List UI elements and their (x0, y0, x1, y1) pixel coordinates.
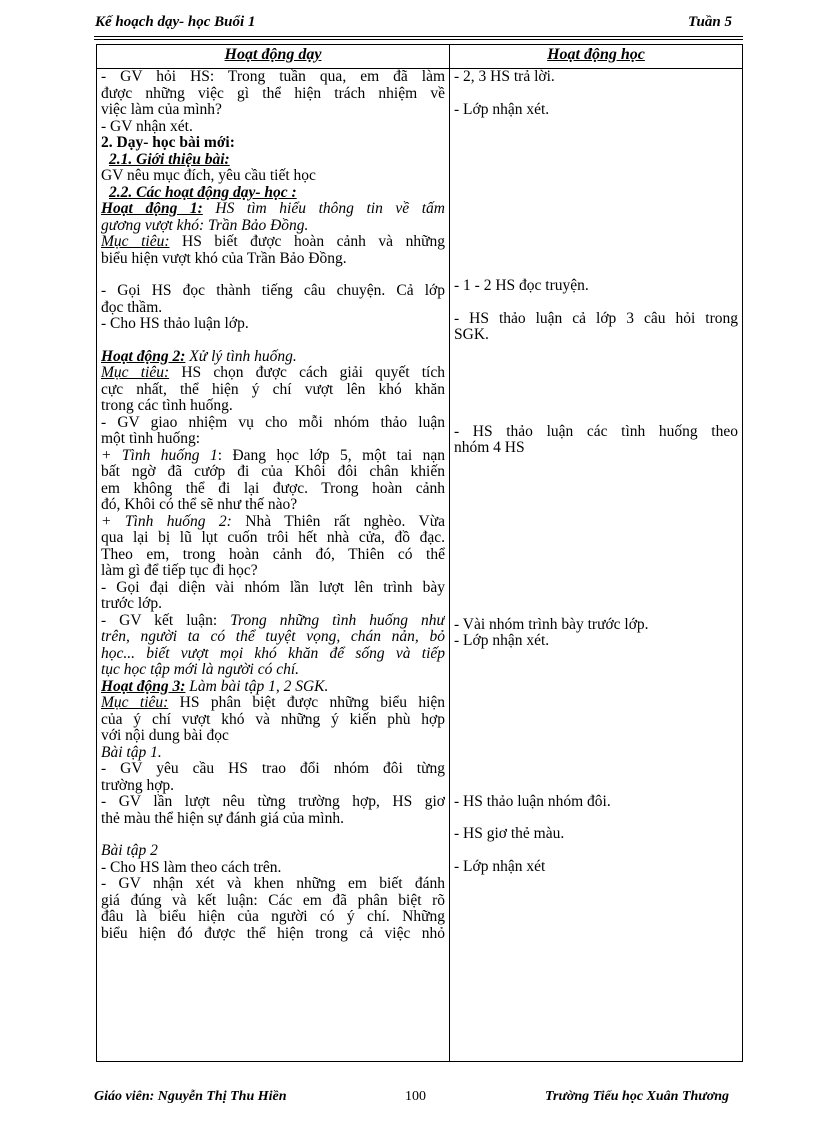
header-rule-bottom (94, 39, 743, 40)
objective-line (101, 695, 445, 712)
conclusion-label: - GV kết luận: (101, 612, 218, 629)
footer-school-name: Trường Tiểu học Xuân Thương (544, 1089, 729, 1104)
table-body-row (97, 69, 743, 1062)
spacer (454, 778, 738, 794)
teaching-line: cực nhất, thể hiện ý chí vượt lên khó khăn (101, 381, 445, 398)
spacer (454, 843, 738, 859)
spacer (454, 569, 738, 585)
spacer (454, 650, 738, 666)
learning-line: - Vài nhóm trình bày trước lớp. (454, 616, 649, 633)
table-header-row (97, 45, 743, 69)
activity-2-title (101, 349, 445, 366)
teaching-line: em không thể đi lại được. Trong hoàn cảnh (101, 480, 445, 497)
spacer (454, 489, 738, 505)
learning-line: - Lớp nhận xét (454, 858, 546, 875)
spacer (454, 762, 738, 778)
spacer (454, 730, 738, 746)
teaching-line: trường hợp. (101, 777, 175, 794)
objective-text: HS phân biệt được những biểu hiện (168, 695, 445, 711)
spacer (454, 214, 738, 230)
objective-label: Mục tiêu: (101, 234, 170, 250)
teaching-line: của ý chí vượt khó và những ý kiến phù hợp (101, 711, 445, 728)
spacer (454, 746, 738, 762)
exercise-2-title: Bài tập 2 (101, 843, 158, 859)
activity-text: Làm bài tập 1, 2 SGK. (185, 678, 329, 695)
spacer (454, 198, 738, 214)
conclusion-line (101, 613, 445, 630)
spacer (454, 262, 738, 278)
spacer (454, 505, 738, 521)
teaching-line: - Cho HS thảo luận lớp. (101, 316, 249, 332)
objective-text: HS chọn được cách giải quyết tích (169, 365, 445, 381)
spacer (454, 295, 738, 311)
teaching-line: - Cho HS làm theo cách trên. (101, 859, 282, 876)
teaching-line: bất ngờ đã cướp đi của Khôi đôi chân khiến (101, 464, 445, 480)
teaching-line: đâu là biểu hiện của người có ý chí. Những (101, 909, 445, 925)
teaching-line: trong các tình huống. (101, 398, 233, 414)
exercise-1-title: Bài tập 1. (101, 744, 162, 761)
learning-line: - Lớp nhận xét. (454, 633, 550, 649)
spacer (454, 601, 738, 617)
spacer (454, 182, 738, 198)
teaching-line: giá đúng và kết luận: Các em đã phân biệt rõ (101, 892, 445, 909)
teaching-line: biểu hiện vượt khó của Trần Bảo Đồng. (101, 250, 347, 267)
teaching-line: - GV hỏi HS: Trong tuần qua, em đã làm (101, 69, 445, 85)
spacer (454, 344, 738, 360)
teaching-line: qua lại bị lũ lụt cuốn trôi hết nhà cửa, đồ đạc. (101, 530, 445, 546)
subsection-heading: 2.1. Giới thiệu bài: (109, 151, 230, 168)
conclusion-text: Trong những tình huống như (217, 612, 445, 629)
situation-2-line (101, 514, 445, 531)
learning-column-header: Hoạt động học (450, 45, 743, 69)
situation-1-line (101, 448, 445, 465)
teaching-line: thẻ màu thể hiện sự đánh giá của mình. (101, 810, 344, 827)
situation-text: : Đang học lớp 5, một tai nạn (217, 447, 445, 464)
teaching-line: được những việc gì thể hiện trách nhiệm về (101, 85, 445, 102)
section-heading: 2. Dạy- học bài mới: (101, 135, 235, 151)
teaching-line: - GV yêu cầu HS trao đổi nhóm đôi từng (101, 761, 445, 777)
teaching-line: gương vượt khó: Trần Bảo Đồng. (101, 217, 309, 234)
spacer (454, 360, 738, 376)
activity-text: Xử lý tình huống. (185, 348, 297, 365)
page-header (95, 14, 732, 36)
spacer (454, 714, 738, 730)
learning-line: SGK. (454, 327, 489, 343)
learning-line: - HS thảo luận nhóm đôi. (454, 793, 611, 810)
learning-line: - 2, 3 HS trả lời. (454, 69, 555, 85)
teaching-line: - GV giao nhiệm vụ cho mỗi nhóm thảo luận (101, 414, 445, 431)
teaching-line: việc làm của mình? (101, 102, 222, 118)
learning-line: - 1 - 2 HS đọc truyện. (454, 278, 589, 294)
teaching-line: học... biết vượt mọi khó khăn để sống và tiếp (101, 645, 445, 662)
learning-line: - HS thảo luận cả lớp 3 câu hỏi trong (454, 310, 738, 327)
footer-teacher-name: Giáo viên: Nguyễn Thị Thu Hiền (94, 1089, 287, 1104)
spacer (454, 134, 738, 150)
teaching-line: biểu hiện đó được thể hiện trong cả việc nhỏ (101, 925, 445, 942)
activity-text: HS tìm hiểu thông tin về tấm (202, 201, 445, 217)
page-number: 100 (405, 1089, 426, 1104)
learning-line: - Lớp nhận xét. (454, 101, 550, 118)
spacer (101, 333, 445, 349)
spacer (454, 408, 738, 424)
spacer (454, 810, 738, 826)
spacer (454, 166, 738, 182)
spacer (454, 473, 738, 489)
objective-label: Mục tiêu: (101, 365, 170, 381)
spacer (454, 666, 738, 682)
teaching-line: với nội dung bài đọc (101, 728, 229, 744)
spacer (454, 698, 738, 714)
spacer (101, 827, 445, 843)
spacer (101, 267, 445, 283)
spacer (454, 682, 738, 698)
teaching-line: - GV lần lượt nêu từng trường hợp, HS giơ (101, 794, 445, 810)
activity-label: Hoạt động 3: (101, 678, 186, 695)
objective-line (101, 365, 445, 382)
teaching-line: Theo em, trong hoàn cảnh đó, Thiên có thể (101, 546, 445, 563)
teaching-line: GV nêu mục đích, yêu cầu tiết học (101, 168, 316, 184)
activity-label: Hoạt động 1: (101, 201, 203, 217)
teaching-line: làm gì để tiếp tục đi học? (101, 563, 258, 579)
situation-label: + Tình huống 2: (101, 513, 232, 530)
teaching-line: đó, Khôi có thể sẽ như thế nào? (101, 497, 298, 513)
activity-label: Hoạt động 2: (101, 348, 186, 365)
header-week: Tuần 5 (687, 14, 732, 30)
spacer (454, 521, 738, 537)
objective-line (101, 234, 445, 251)
header-rule-top (94, 36, 743, 37)
spacer (454, 118, 738, 134)
lesson-plan-table (96, 44, 743, 1062)
objective-label: Mục tiêu: (101, 695, 169, 711)
teaching-line: - GV nhận xét và khen những em biết đánh (101, 876, 445, 892)
activity-3-title (101, 679, 445, 696)
spacer (454, 86, 738, 102)
situation-text: Nhà Thiên rất nghèo. Vừa (231, 513, 445, 530)
spacer (454, 553, 738, 569)
teaching-line: một tình huống: (101, 431, 201, 447)
teaching-line: trước lớp. (101, 596, 162, 612)
subsection-heading: 2.2. Các hoạt động dạy- học : (109, 184, 297, 201)
learning-activities-cell (450, 69, 743, 1062)
situation-label: + Tình huống 1 (101, 447, 218, 464)
spacer (454, 457, 738, 473)
spacer (454, 230, 738, 246)
teaching-activities-cell (97, 69, 450, 1062)
spacer (454, 246, 738, 262)
spacer (454, 392, 738, 408)
header-lesson-plan-title: Kế hoạch dạy- học Buổi 1 (95, 14, 256, 30)
teaching-column-header: Hoạt động dạy (97, 45, 450, 69)
teaching-line: - GV nhận xét. (101, 118, 193, 135)
spacer (454, 376, 738, 392)
teaching-line: trên, người ta có thể tuyệt vọng, chán nản, bỏ (101, 629, 445, 645)
learning-line: - HS thảo luận các tình huống theo (454, 423, 738, 440)
teaching-line: - Gọi đại diện vài nhóm lần lượt lên trình bày (101, 579, 445, 596)
learning-line: nhóm 4 HS (454, 440, 525, 456)
objective-text: HS biết được hoàn cảnh và những (169, 234, 445, 250)
teaching-line: - Gọi HS đọc thành tiếng câu chuyện. Cả lớp (101, 283, 445, 299)
spacer (454, 537, 738, 553)
learning-line: - HS giơ thẻ màu. (454, 826, 565, 842)
teaching-line: đọc thầm. (101, 299, 163, 316)
teaching-line: tục học tập mới là người có chí. (101, 662, 300, 678)
activity-1-title (101, 201, 445, 218)
spacer (454, 585, 738, 601)
spacer (454, 150, 738, 166)
page-footer (94, 1089, 743, 1109)
